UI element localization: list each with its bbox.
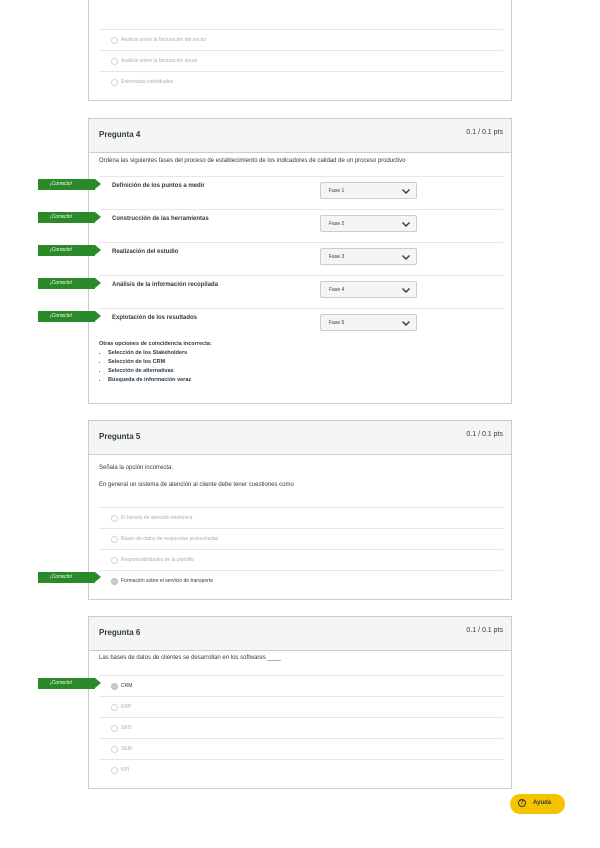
radio-icon[interactable] [111,557,118,564]
phase-select[interactable] [320,182,417,199]
answer-label: Formación sobre el servicio de transporte [121,578,213,584]
radio-icon[interactable] [111,37,118,44]
question-text: Ordena las siguientes fases del proceso de establecimiento de los indicadores de calidad de un proceso productivo [99,158,406,164]
correct-tag: ¡Correcto! [38,179,95,190]
phase-select[interactable] [320,314,417,331]
question-instruction: Señala la opción incorrecta: [99,465,174,471]
match-row [99,176,503,208]
question-text: En general un sistema de atención al cliente debe tener cuestiones como [99,482,294,488]
answer-option[interactable] [99,738,503,759]
correct-tag: ¡Correcto! [38,572,95,583]
phase-select[interactable] [320,281,417,298]
correct-tag: ¡Correcto! [38,311,95,322]
select-value: Fase 1 [329,188,345,194]
answer-label: KPI [121,767,130,773]
chevron-down-icon [401,318,411,328]
answer-option[interactable] [99,759,503,780]
match-label: Construcción de las herramientas [112,216,209,222]
select-value: Fase 5 [329,320,345,326]
answer-label: CRM [121,683,133,689]
other-options-title: Otras opciones de coincidencia incorrecta: [99,341,212,347]
radio-icon[interactable] [111,725,118,732]
answer-option[interactable] [99,71,503,92]
phase-select[interactable] [320,248,417,265]
answer-label: Bases de datos de respuestas protocoladas [121,536,219,542]
match-row [99,209,503,241]
phase-select[interactable] [320,215,417,232]
question-text: Las bases de datos de clientes se desarrollan en los softwares ____ [99,655,281,661]
question-5-card [88,420,512,600]
question-title: Pregunta 6 [99,628,141,637]
select-value: Fase 3 [329,254,345,260]
answer-option[interactable] [99,528,503,549]
question-mark-icon: ? [518,799,526,807]
list-item: • Selección de alternativas [108,367,212,376]
correct-tag: ¡Correcto! [38,278,95,289]
answer-label: SEO [121,725,132,731]
radio-icon[interactable] [111,58,118,65]
answer-label: Análisis sobre la facturación anual [121,58,197,64]
match-label: Explotación de los resultados [112,315,198,321]
question-points: 0.1 / 0.1 pts [466,627,503,634]
chevron-down-icon [401,285,411,295]
correct-tag: ¡Correcto! [38,212,95,223]
answer-label: ERP [121,704,132,710]
radio-icon[interactable] [111,79,118,86]
answer-option[interactable] [99,717,503,738]
question-header [89,421,511,455]
question-header [89,119,511,153]
chevron-down-icon [401,252,411,262]
question-header [89,617,511,651]
match-label: Análisis de la información recopilada [112,282,219,288]
chevron-down-icon [401,186,411,196]
correct-tag: ¡Correcto! [38,245,95,256]
question-points: 0.1 / 0.1 pts [466,431,503,438]
list-item: • Selección de los CRM [108,358,212,367]
radio-icon[interactable] [111,704,118,711]
question-title: Pregunta 4 [99,130,141,139]
answer-option[interactable] [99,50,503,71]
chevron-down-icon [401,219,411,229]
correct-tag: ¡Correcto! [38,678,95,689]
answer-option[interactable] [99,29,503,50]
help-label: Ayuda [533,800,552,806]
radio-icon[interactable] [111,515,118,522]
list-item: • Selección de los Stakeholders [108,349,212,358]
radio-icon[interactable] [111,767,118,774]
question-4-card [88,118,512,404]
radio-icon[interactable] [111,536,118,543]
select-value: Fase 4 [329,287,345,293]
list-item: • Búsqueda de información veraz [108,376,212,385]
answer-option[interactable] [99,507,503,528]
answer-label: Entrevistas individuales [121,79,174,85]
answer-label: El horario de atención telefónica [121,515,193,521]
match-label: Realización del estudio [112,249,179,255]
answer-option-selected[interactable] [99,570,503,591]
radio-selected-icon[interactable] [111,578,118,585]
question-title: Pregunta 5 [99,432,141,441]
select-value: Fase 2 [329,221,345,227]
question-points: 0.1 / 0.1 pts [466,129,503,136]
answer-label: Análisis sobre la facturación del sector [121,37,207,43]
answer-label: Responsabilidades de la plantilla [121,557,194,563]
answer-option[interactable] [99,549,503,570]
question-3-card [88,0,512,101]
match-row [99,242,503,274]
radio-selected-icon[interactable] [111,683,118,690]
answer-option[interactable] [99,696,503,717]
radio-icon[interactable] [111,746,118,753]
other-options [99,341,212,385]
help-button[interactable] [510,794,565,814]
match-label: Definición de los puntos a medir [112,183,205,189]
other-options-list [99,349,212,385]
match-row [99,275,503,307]
answer-label: SEM [121,746,132,752]
answer-option-selected[interactable] [99,675,503,696]
match-row [99,308,503,340]
question-6-card [88,616,512,789]
